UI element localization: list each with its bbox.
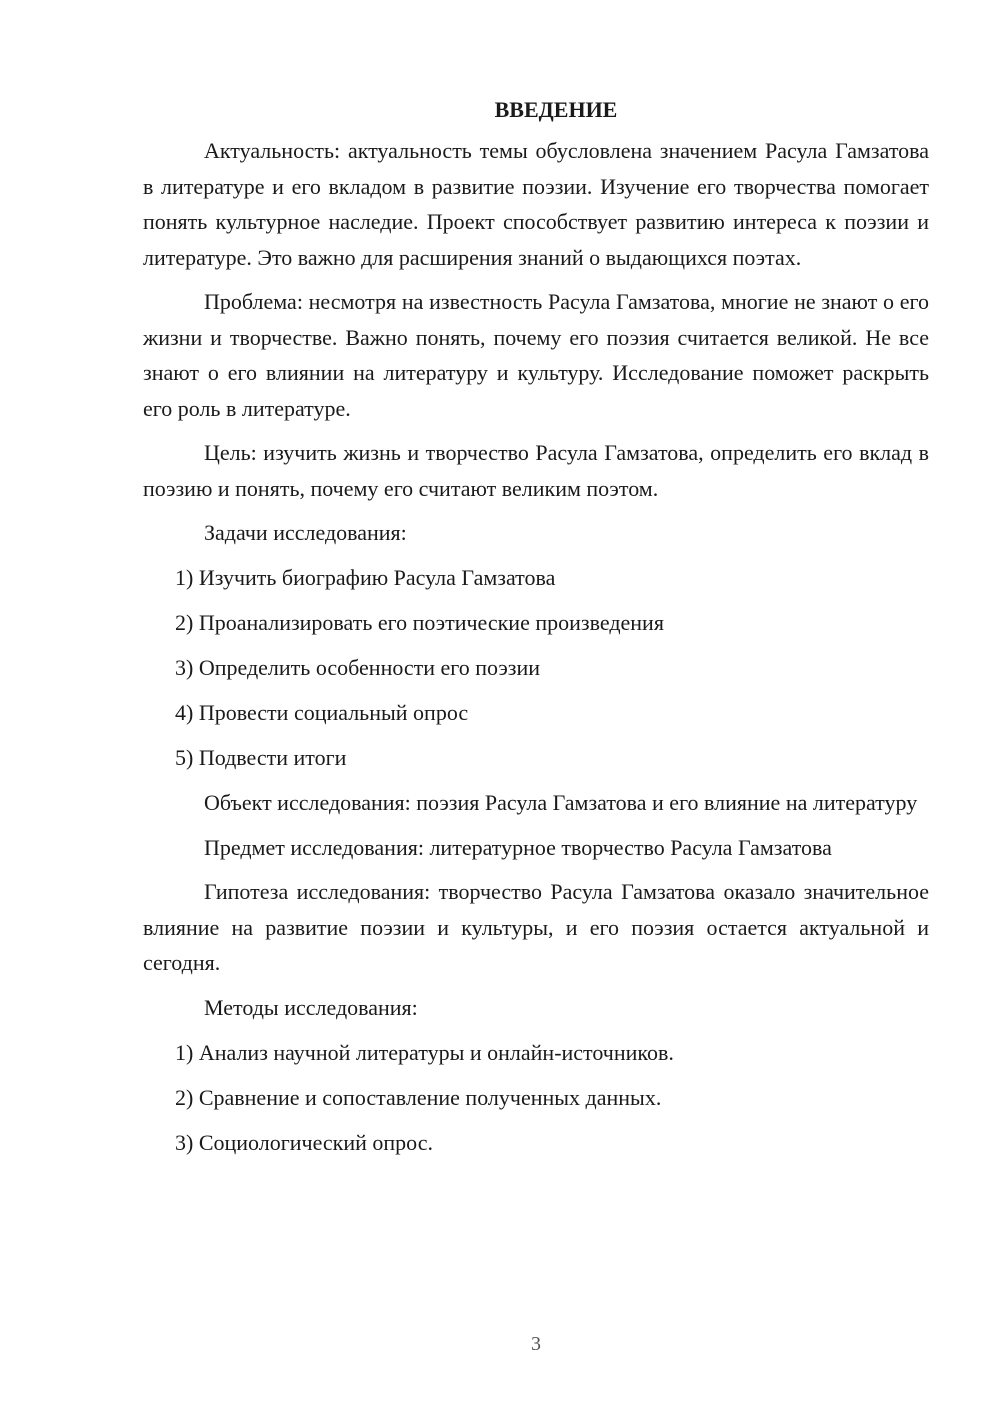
- page-title: ВВЕДЕНИЕ: [494, 97, 618, 122]
- task-item: 3) Определить особенности его поэзии: [175, 655, 541, 680]
- hypothesis-paragraph: Гипотеза исследования: творчество Расула Гамзатова оказало значительное влияние на развитие поэзии и культуры, и его поэзия остается актуальной и сегодня.: [143, 879, 929, 975]
- method-item: 1) Анализ научной литературы и онлайн-источников.: [175, 1039, 674, 1065]
- task-item: 4) Провести социальный опрос: [175, 700, 469, 725]
- task-item: 1) Изучить биографию Расула Гамзатова: [175, 565, 556, 590]
- method-item: 2) Сравнение и сопоставление полученных данных.: [175, 1084, 662, 1110]
- object-paragraph: Объект исследования: поэзия Расула Гамзатова и его влияние на литературу: [204, 790, 918, 815]
- subject-paragraph: Предмет исследования: литературное творчество Расула Гамзатова: [204, 834, 832, 860]
- tasks-heading: Задачи исследования:: [204, 520, 407, 545]
- method-item: 3) Социологический опрос.: [175, 1129, 433, 1155]
- page-number: 3: [531, 1333, 541, 1355]
- goal-paragraph: Цель: изучить жизнь и творчество Расула Гамзатова, определить его вклад в поэзию и понять, почему его считают великим поэтом.: [143, 440, 929, 501]
- task-item: 2) Проанализировать его поэтические произведения: [175, 610, 664, 635]
- problem-paragraph: Проблема: несмотря на известность Расула Гамзатова, многие не знают о его жизни и творчестве. Важно понять, почему его поэзия считается великой. Не все знают о его влиянии на литературу и культуру. Исследование поможет раскрыть его роль в литературе.: [143, 289, 929, 421]
- relevance-paragraph: Актуальность: актуальность темы обусловлена значением Расула Гамзатова в литературе и его вкладом в развитие поэзии. Изучение его творчества помогает понять культурное наследие. Проект способствует развитию интереса к поэзии и литературе. Это важно для расширения знаний о выдающихся поэтах.: [143, 138, 929, 270]
- task-item: 5) Подвести итоги: [175, 745, 347, 770]
- page-content: [143, 92, 929, 1170]
- methods-heading: Методы исследования:: [204, 994, 418, 1020]
